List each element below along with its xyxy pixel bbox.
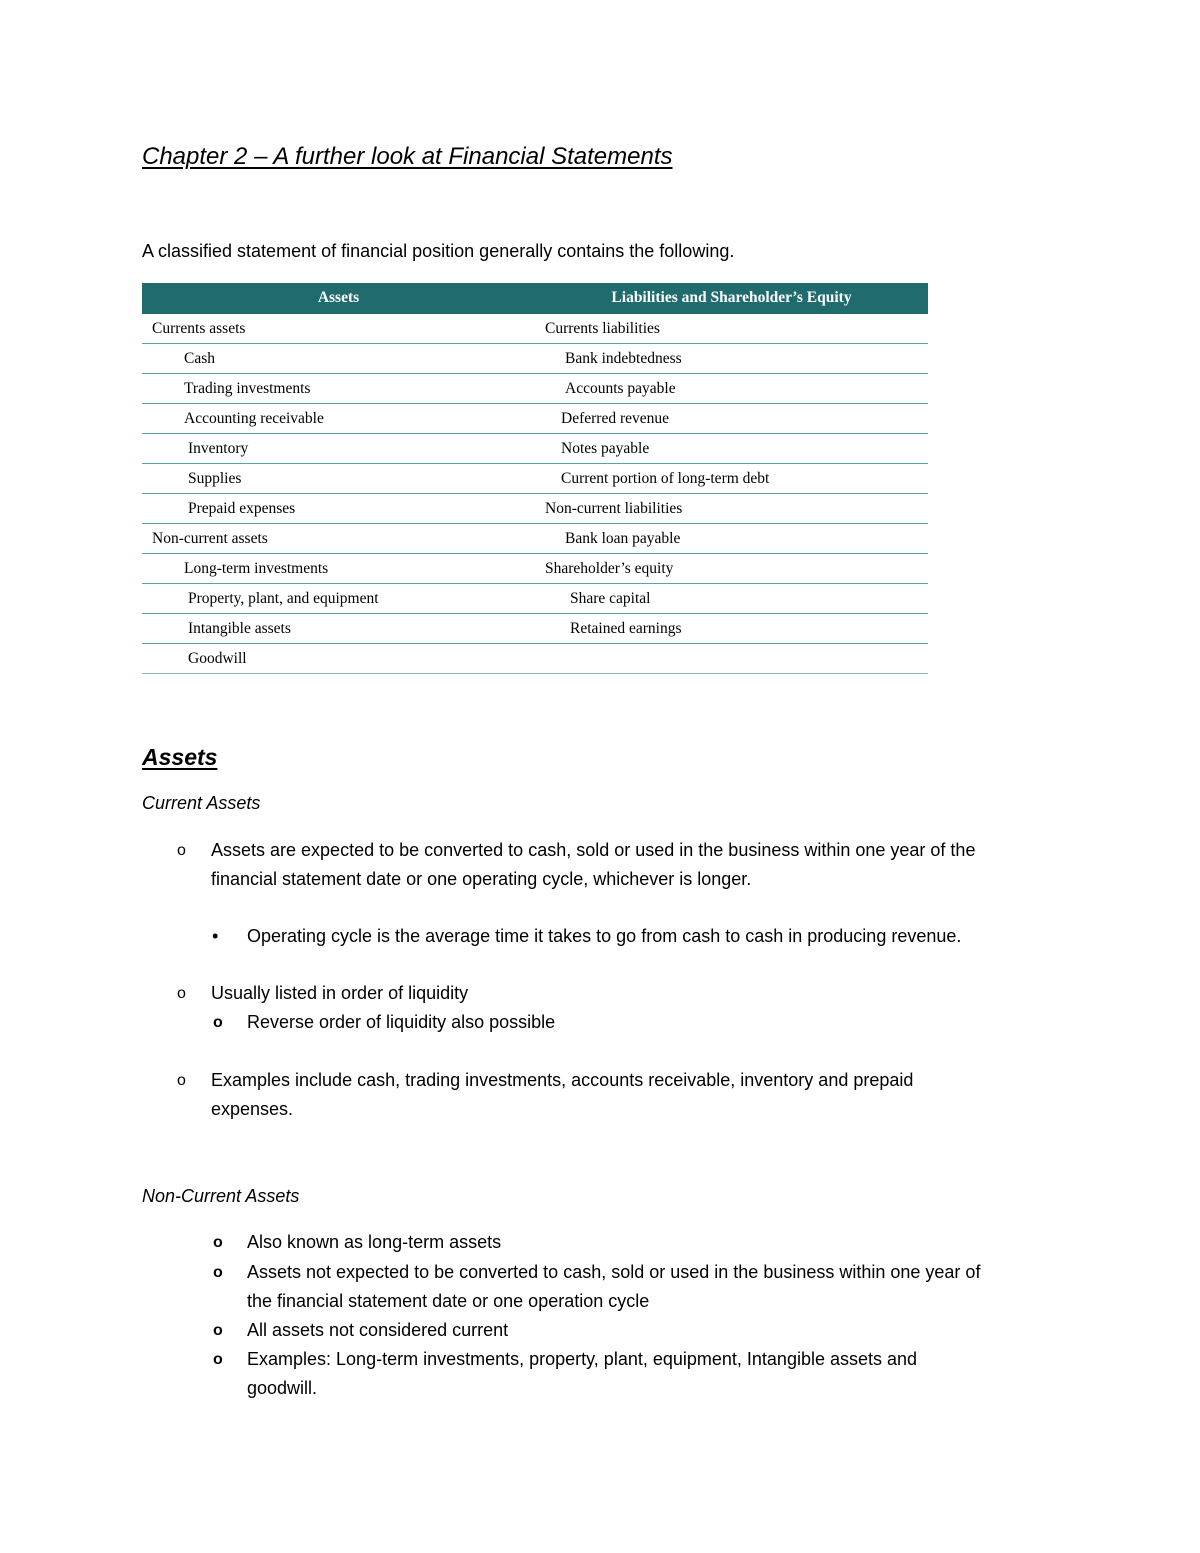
asset-cell: Property, plant, and equipment bbox=[142, 584, 535, 614]
intro-text: A classified statement of financial position generally contains the following. bbox=[142, 241, 735, 261]
circle-bullet-icon: o bbox=[213, 1264, 223, 1281]
noncurrent-item-3: All assets not considered current bbox=[247, 1320, 509, 1340]
circle-bullet-icon: o bbox=[213, 1351, 223, 1368]
liability-cell: Accounts payable bbox=[535, 374, 928, 404]
asset-cell: Inventory bbox=[142, 434, 535, 464]
table-row bbox=[142, 404, 928, 434]
noncurrent-item-2-line-1: Assets not expected to be converted to cash, sold or used in the business within one year of bbox=[247, 1262, 981, 1282]
circle-bullet-icon: o bbox=[213, 1322, 223, 1339]
asset-cell: Non-current assets bbox=[142, 524, 535, 554]
current-item-2: Usually listed in order of liquidity bbox=[211, 983, 469, 1003]
asset-cell: Prepaid expenses bbox=[142, 494, 535, 524]
asset-cell: Intangible assets bbox=[142, 614, 535, 644]
liability-cell: Non-current liabilities bbox=[535, 494, 928, 524]
asset-cell: Cash bbox=[142, 344, 535, 374]
table-row bbox=[142, 494, 928, 524]
circle-bullet-icon: o bbox=[177, 985, 186, 1002]
header-liabilities-equity: Liabilities and Shareholder’s Equity bbox=[535, 283, 928, 314]
circle-bullet-icon: o bbox=[213, 1234, 223, 1251]
current-assets-heading: Current Assets bbox=[142, 793, 261, 813]
liability-cell: Share capital bbox=[535, 584, 928, 614]
asset-cell: Trading investments bbox=[142, 374, 535, 404]
assets-heading: Assets bbox=[142, 744, 218, 770]
table-row bbox=[142, 554, 928, 584]
table-row bbox=[142, 524, 928, 554]
table-row bbox=[142, 644, 928, 674]
asset-cell: Supplies bbox=[142, 464, 535, 494]
table-row bbox=[142, 584, 928, 614]
liability-cell: Bank indebtedness bbox=[535, 344, 928, 374]
current-sub-item-1: Operating cycle is the average time it takes to go from cash to cash in producing revenue. bbox=[247, 926, 962, 946]
table-row bbox=[142, 614, 928, 644]
current-item-3-line-1: Examples include cash, trading investments, accounts receivable, inventory and prepaid bbox=[211, 1070, 914, 1090]
table-row bbox=[142, 344, 928, 374]
circle-bullet-icon: o bbox=[213, 1014, 223, 1031]
current-item-1-line-2: financial statement date or one operating cycle, whichever is longer. bbox=[211, 869, 752, 889]
asset-cell: Goodwill bbox=[142, 644, 535, 674]
asset-cell: Accounting receivable bbox=[142, 404, 535, 434]
current-item-1-line-1: Assets are expected to be converted to cash, sold or used in the business within one year of the bbox=[211, 840, 976, 860]
table-row bbox=[142, 434, 928, 464]
table-row bbox=[142, 314, 928, 344]
asset-cell: Currents assets bbox=[142, 314, 535, 344]
liability-cell: Shareholder’s equity bbox=[535, 554, 928, 584]
noncurrent-item-4-line-2: goodwill. bbox=[247, 1378, 318, 1398]
liability-cell: Current portion of long-term debt bbox=[535, 464, 928, 494]
noncurrent-item-2-line-2: the financial statement date or one operation cycle bbox=[247, 1291, 650, 1311]
asset-cell: Long-term investments bbox=[142, 554, 535, 584]
table-row bbox=[142, 464, 928, 494]
noncurrent-item-4-line-1: Examples: Long-term investments, property, plant, equipment, Intangible assets and bbox=[247, 1349, 918, 1369]
liability-cell bbox=[535, 644, 928, 674]
dot-bullet-icon: • bbox=[212, 926, 219, 946]
header-assets: Assets bbox=[142, 283, 535, 314]
table-row bbox=[142, 374, 928, 404]
liability-cell: Currents liabilities bbox=[535, 314, 928, 344]
liability-cell: Notes payable bbox=[535, 434, 928, 464]
liability-cell: Bank loan payable bbox=[535, 524, 928, 554]
circle-bullet-icon: o bbox=[177, 842, 186, 859]
current-item-3-line-2: expenses. bbox=[211, 1099, 294, 1119]
page-title: Chapter 2 – A further look at Financial Statements bbox=[142, 143, 673, 170]
circle-bullet-icon: o bbox=[177, 1072, 186, 1089]
classified-statement-table bbox=[142, 283, 928, 674]
noncurrent-assets-heading: Non-Current Assets bbox=[142, 1186, 300, 1206]
liability-cell: Deferred revenue bbox=[535, 404, 928, 434]
current-sub-item-2: Reverse order of liquidity also possible bbox=[247, 1012, 556, 1032]
table-header-row bbox=[142, 283, 928, 314]
noncurrent-item-1: Also known as long-term assets bbox=[247, 1232, 502, 1252]
liability-cell: Retained earnings bbox=[535, 614, 928, 644]
